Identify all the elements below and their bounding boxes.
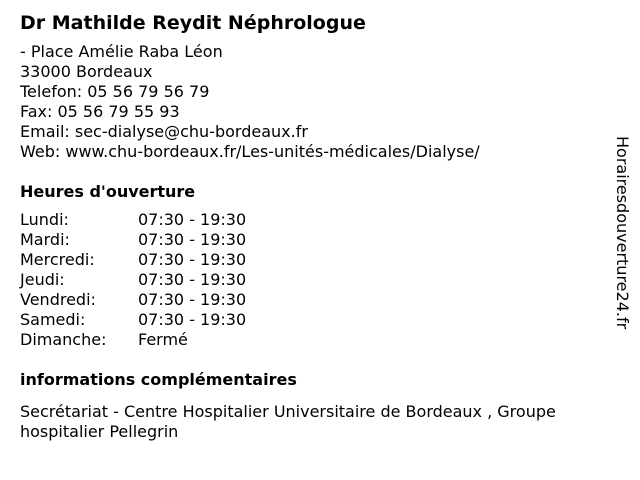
hours-row-wednesday (20, 250, 610, 270)
hours-row-saturday (20, 310, 610, 330)
hours-day: Samedi: (20, 310, 86, 329)
email-line: Email: sec-dialyse@chu-bordeaux.fr (20, 122, 308, 141)
page-title: Dr Mathilde Reydit Néphrologue (20, 12, 366, 34)
hours-day: Lundi: (20, 210, 69, 229)
extra-info-text: Secrétariat - Centre Hospitalier Universitaire de Bordeaux , Groupe hospitalier Pellegrin (20, 402, 556, 441)
extra-info-heading: informations complémentaires (20, 370, 297, 389)
address-line-2: 33000 Bordeaux (20, 62, 153, 81)
hours-row-friday (20, 290, 610, 310)
hours-row-sunday (20, 330, 610, 350)
site-watermark (612, 136, 636, 372)
hours-time: Fermé (138, 330, 188, 349)
phone-line: Telefon: 05 56 79 56 79 (20, 82, 210, 101)
contact-block (20, 42, 610, 162)
hours-day: Jeudi: (20, 270, 65, 289)
fax-line: Fax: 05 56 79 55 93 (20, 102, 180, 121)
hours-time: 07:30 - 19:30 (138, 230, 247, 249)
hours-row-tuesday (20, 230, 610, 250)
hours-time: 07:30 - 19:30 (138, 270, 247, 289)
address-line-1: - Place Amélie Raba Léon (20, 42, 223, 61)
hours-row-thursday (20, 270, 610, 290)
watermark-text: Horairesdouverture24.fr (613, 136, 632, 330)
hours-heading: Heures d'ouverture (20, 182, 196, 201)
hours-day: Dimanche: (20, 330, 107, 349)
hours-time: 07:30 - 19:30 (138, 310, 247, 329)
web-line: Web: www.chu-bordeaux.fr/Les-unités-médicales/Dialyse/ (20, 142, 480, 161)
hours-day: Mardi: (20, 230, 70, 249)
listing-card (20, 10, 610, 442)
hours-row-monday (20, 210, 610, 230)
hours-time: 07:30 - 19:30 (138, 290, 247, 309)
hours-time: 07:30 - 19:30 (138, 210, 247, 229)
hours-time: 07:30 - 19:30 (138, 250, 247, 269)
hours-day: Mercredi: (20, 250, 95, 269)
opening-hours-list (20, 210, 610, 350)
hours-day: Vendredi: (20, 290, 96, 309)
